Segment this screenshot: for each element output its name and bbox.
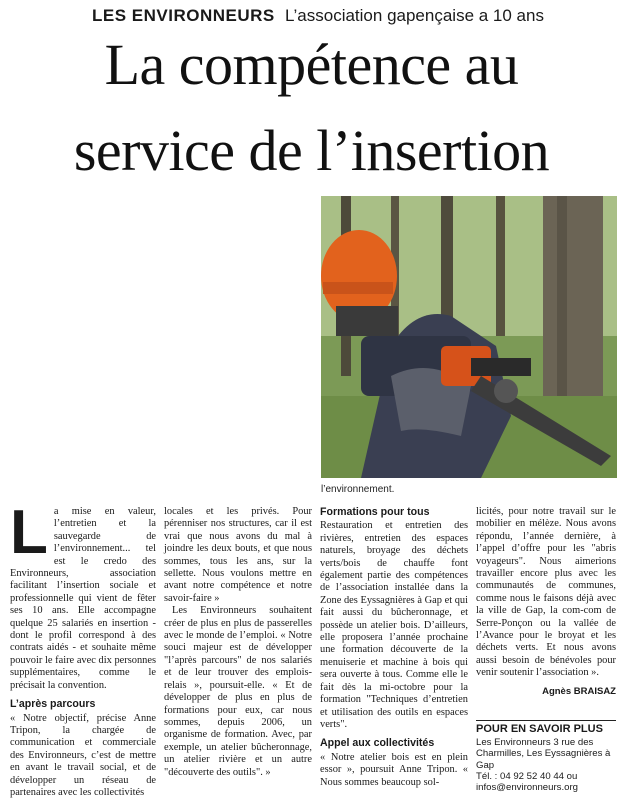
- subheading-apres-parcours: L’après parcours: [10, 698, 96, 711]
- photo-illustration: [321, 196, 617, 478]
- photo-caption: l’environnement.: [321, 484, 395, 495]
- article-column-1: [10, 498, 156, 799]
- paragraph-formations: Restauration et entretien des rivières, entretien des espaces naturels, broyage des déchets verts/bois de chauffe font également partie des compétences de l’association installée dans la Zone des Eyssagnières à Gap et qui fait aussi du bûcheronnage, et possède un atelier bois. D’ailleurs, elle proposera l’année prochaine une formation découverte de la menuiserie et machine à bois qui sera ouverte à tous. Comme elle le fait dès la mi-octobre pour la formation "Techniques d’entretien et utilisation des outils en espaces verts".: [320, 520, 468, 730]
- kicker-subtitle: L’association gapençaise a 10 ans: [285, 6, 544, 25]
- info-email: infos@environneurs.org: [476, 782, 578, 794]
- subheading-appel: Appel aux collectivités: [320, 737, 435, 750]
- info-address-line-1: Les Environneurs 3 rue des: [476, 737, 594, 749]
- info-box-title: POUR EN SAVOIR PLUS: [476, 720, 616, 735]
- headline-line-1: La compétence au: [104, 32, 519, 97]
- paragraph-structures: locales et les privés. Pour pérenniser nos structures, car il est vrai que nous avons du mal à joindre les deux bouts, et que nous sommes, tous les ans, sur la sellette. Nous voulons mettre en avant notre compétence et notre savoir-faire »: [164, 506, 312, 604]
- intro-paragraph: a mise en valeur, l’entretien et la sauvegarde de l’environnement... tel est le credo des Environneurs, association facilitant l’insertion sociale et professionnelle qui vient de fêter ses 10 ans. Elle accompagne quelque 25 salariés en insertion - dont le profil correspond à des contrats aidés - et souhaite même pouvoir le faire avec dix personnes supplémentaires, comme le précisait la convention.: [10, 506, 156, 691]
- paragraph-passerelles: Les Environneurs souhaitent créer de plus en plus de passerelles avec le monde de l’emploi. « Notre souci majeur est de développer "l’après parcours" de nos salariés et de leur trouver des emplois-relais », poursuit-elle. « Et de développer de plus en plus de formations pour eux, car nous sommes, depuis 2006, un organisme de formation. Avec, par exemple, un atelier bûcheronnage, un atelier rivière et un autre "découverte des outils". »: [164, 605, 312, 778]
- author-signature: Agnès BRAISAZ: [542, 685, 616, 697]
- paragraph-mobilier: licités, pour notre travail sur le mobilier en mélèze. Nous avons répondu, l’année dernière, à l’appel d’offre pour les "abris voyageurs". Nous aimerions travailler encore plus avec les communautés de communes, comme nous le faisons déjà avec la ville de Gap, la com-com de Serre-Ponçon ou la vallée de l’Avance pour le broyat et les déchets verts. Et nous avons aussi besoin de bénévoles pour venir soutenir l’association ».: [476, 506, 616, 679]
- subheading-formations: Formations pour tous: [320, 506, 430, 518]
- paragraph-objectif: « Notre objectif, précise Anne Tripon, la chargée de communication et commerciale des Environneurs, c’est de mettre en avant le travail social, et de développer un réseau de partenaires avec les collectivités: [10, 712, 156, 798]
- info-address-line-2: Charmilles, Les Eyssagnières à Gap: [476, 748, 611, 771]
- info-box: [476, 720, 616, 793]
- drop-cap: L: [10, 498, 48, 567]
- article-column-3: [320, 506, 468, 789]
- kicker-org: LES ENVIRONNEURS: [92, 6, 275, 25]
- info-phone: Tél. : 04 92 52 40 44 ou: [476, 770, 578, 782]
- paragraph-appel: « Notre atelier bois est en plein essor », poursuit Anne Tripon. « Nous sommes beaucoup sol-: [320, 751, 468, 788]
- article-column-4: [476, 506, 616, 698]
- headline-line-2: service de l’insertion: [73, 118, 550, 183]
- photo-lumberjack: [321, 196, 617, 478]
- article-column-2: [164, 506, 312, 779]
- kicker: [92, 6, 544, 26]
